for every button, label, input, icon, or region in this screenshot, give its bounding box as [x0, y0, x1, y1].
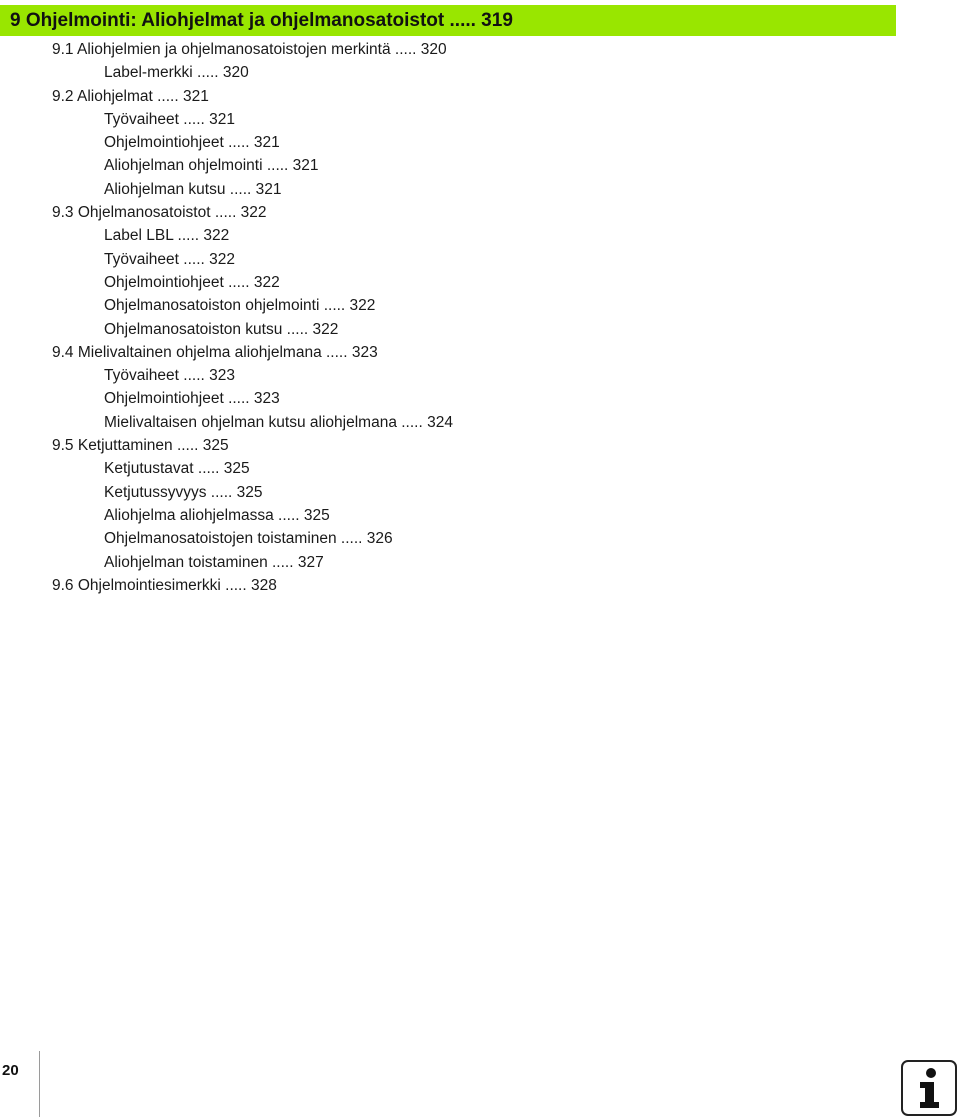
toc-entry[interactable]: Aliohjelma aliohjelmassa ..... 325	[104, 506, 330, 524]
page-number-divider	[39, 1051, 40, 1117]
toc-entry-9-5[interactable]: 9.5 Ketjuttaminen ..... 325	[52, 437, 229, 455]
toc-entry-9-6[interactable]: 9.6 Ohjelmointiesimerkki ..... 328	[52, 576, 277, 594]
toc-entry[interactable]: Aliohjelman toistaminen ..... 327	[104, 553, 324, 571]
toc-entry-9-2[interactable]: 9.2 Aliohjelmat ..... 321	[52, 87, 209, 105]
toc-entry-9-4[interactable]: 9.4 Mielivaltainen ohjelma aliohjelmana ..... 323	[52, 343, 378, 361]
toc-entry[interactable]: Label LBL ..... 322	[104, 227, 230, 245]
toc-entry[interactable]: Ohjelmointiohjeet ..... 323	[104, 390, 280, 408]
toc-entry[interactable]: Ohjelmointiohjeet ..... 321	[104, 134, 280, 152]
toc-entry[interactable]: Ohjelmanosatoistojen toistaminen ..... 326	[104, 530, 393, 548]
toc-entry[interactable]: Työvaiheet ..... 323	[104, 367, 235, 385]
toc-entry[interactable]: Ohjelmanosatoiston kutsu ..... 322	[104, 320, 339, 338]
toc-entry[interactable]: Työvaiheet ..... 321	[104, 110, 235, 128]
info-icon-glyph	[903, 1062, 955, 1114]
toc-entry-9-1[interactable]: 9.1 Aliohjelmien ja ohjelmanosatoistojen merkintä ..... 320	[52, 41, 447, 58]
toc-entry[interactable]: Ketjutustavat ..... 325	[104, 460, 250, 478]
chapter-title[interactable]: 9 Ohjelmointi: Aliohjelmat ja ohjelmanosatoistot ..... 319	[10, 9, 513, 31]
toc-entry[interactable]: Ohjelmointiohjeet ..... 322	[104, 273, 280, 291]
toc-entry-9-3[interactable]: 9.3 Ohjelmanosatoistot ..... 322	[52, 204, 267, 222]
chapter-header	[0, 5, 896, 36]
info-icon	[901, 1060, 957, 1116]
toc-entry[interactable]: Ohjelmanosatoiston ohjelmointi ..... 322	[104, 297, 376, 315]
toc-entry[interactable]: Työvaiheet ..... 322	[104, 250, 235, 268]
toc-entry[interactable]: Aliohjelman ohjelmointi ..... 321	[104, 157, 319, 175]
toc-entry[interactable]: Mielivaltaisen ohjelman kutsu aliohjelmana ..... 324	[104, 413, 453, 431]
toc-entry[interactable]: Aliohjelman kutsu ..... 321	[104, 180, 282, 198]
toc-entry[interactable]: Label-merkki ..... 320	[104, 64, 249, 82]
toc-entry[interactable]: Ketjutussyvyys ..... 325	[104, 483, 263, 501]
table-of-contents	[0, 38, 453, 597]
page-number: 20	[2, 1062, 19, 1079]
